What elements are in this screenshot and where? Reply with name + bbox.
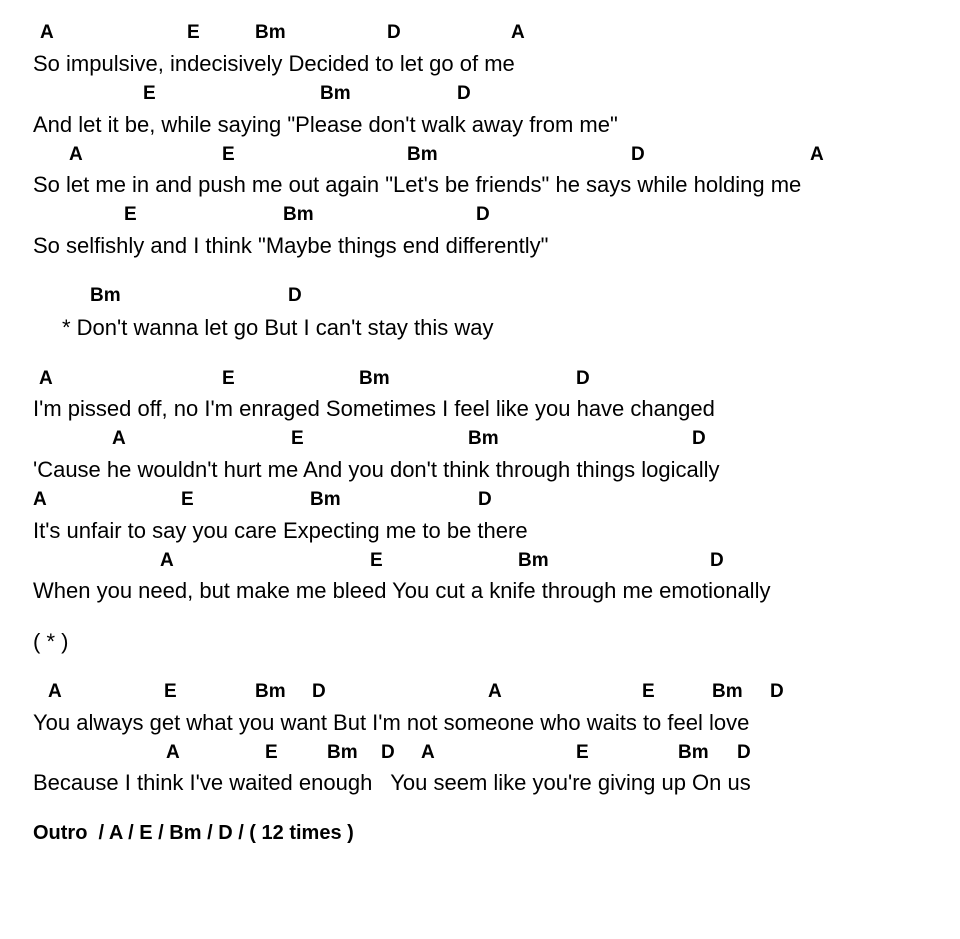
chord: D bbox=[478, 489, 492, 510]
chord: Bm bbox=[283, 204, 314, 225]
chord: A bbox=[40, 22, 54, 43]
chord: Bm bbox=[90, 285, 121, 306]
chord: E bbox=[291, 428, 304, 449]
chord: D bbox=[476, 204, 490, 225]
chord: D bbox=[770, 681, 784, 702]
chord: D bbox=[288, 285, 302, 306]
chord: E bbox=[124, 204, 137, 225]
lyric-line: So impulsive, indecisively Decided to let go of me bbox=[33, 51, 515, 76]
chord: A bbox=[48, 681, 62, 702]
chord: A bbox=[166, 742, 180, 763]
chord: D bbox=[457, 83, 471, 104]
chord: A bbox=[39, 368, 53, 389]
chord: A bbox=[160, 550, 174, 571]
lyric-line: I'm pissed off, no I'm enraged Sometimes I feel like you have changed bbox=[33, 396, 715, 421]
chord: A bbox=[69, 144, 83, 165]
chord: Bm bbox=[468, 428, 499, 449]
chord: D bbox=[692, 428, 706, 449]
chord: Bm bbox=[255, 681, 286, 702]
chord: Bm bbox=[712, 681, 743, 702]
chord: D bbox=[631, 144, 645, 165]
lyric-line: You always get what you want But I'm not someone who waits to feel love bbox=[33, 710, 750, 735]
chord: D bbox=[710, 550, 724, 571]
chord: Bm bbox=[327, 742, 358, 763]
lyric-line: So let me in and push me out again "Let's be friends" he says while holding me bbox=[33, 172, 802, 197]
chord: Bm bbox=[255, 22, 286, 43]
chord: A bbox=[511, 22, 525, 43]
chord: E bbox=[265, 742, 278, 763]
chord: A bbox=[810, 144, 824, 165]
chorus-reference: ( * ) bbox=[33, 629, 69, 654]
chord: D bbox=[381, 742, 395, 763]
chord: E bbox=[187, 22, 200, 43]
lyric-line: So selfishly and I think "Maybe things end differently" bbox=[33, 233, 549, 258]
lyric-line: Because I think I've waited enough You seem like you're giving up On us bbox=[33, 770, 751, 795]
chord: Bm bbox=[320, 83, 351, 104]
chord: Bm bbox=[518, 550, 549, 571]
lyric-line: When you need, but make me bleed You cut a knife through me emotionally bbox=[33, 578, 771, 603]
chord: E bbox=[164, 681, 177, 702]
lyric-line: 'Cause he wouldn't hurt me And you don't think through things logically bbox=[33, 457, 720, 482]
chord: E bbox=[642, 681, 655, 702]
lyric-line: * Don't wanna let go But I can't stay this way bbox=[62, 315, 494, 340]
chord: Bm bbox=[359, 368, 390, 389]
chord: E bbox=[181, 489, 194, 510]
chord: E bbox=[370, 550, 383, 571]
lyric-line: It's unfair to say you care Expecting me to be there bbox=[33, 518, 528, 543]
chord: Bm bbox=[678, 742, 709, 763]
chord: Bm bbox=[407, 144, 438, 165]
chord: D bbox=[312, 681, 326, 702]
outro-line: Outro / A / E / Bm / D / ( 12 times ) bbox=[33, 822, 354, 844]
chord: D bbox=[737, 742, 751, 763]
chord: E bbox=[222, 144, 235, 165]
chord: A bbox=[33, 489, 47, 510]
chord: D bbox=[576, 368, 590, 389]
chord: Bm bbox=[310, 489, 341, 510]
chord: A bbox=[421, 742, 435, 763]
chord: E bbox=[222, 368, 235, 389]
chord: A bbox=[112, 428, 126, 449]
chord: A bbox=[488, 681, 502, 702]
lyric-line: And let it be, while saying "Please don't walk away from me" bbox=[33, 112, 618, 137]
chord: E bbox=[143, 83, 156, 104]
chord: E bbox=[576, 742, 589, 763]
chord: D bbox=[387, 22, 401, 43]
